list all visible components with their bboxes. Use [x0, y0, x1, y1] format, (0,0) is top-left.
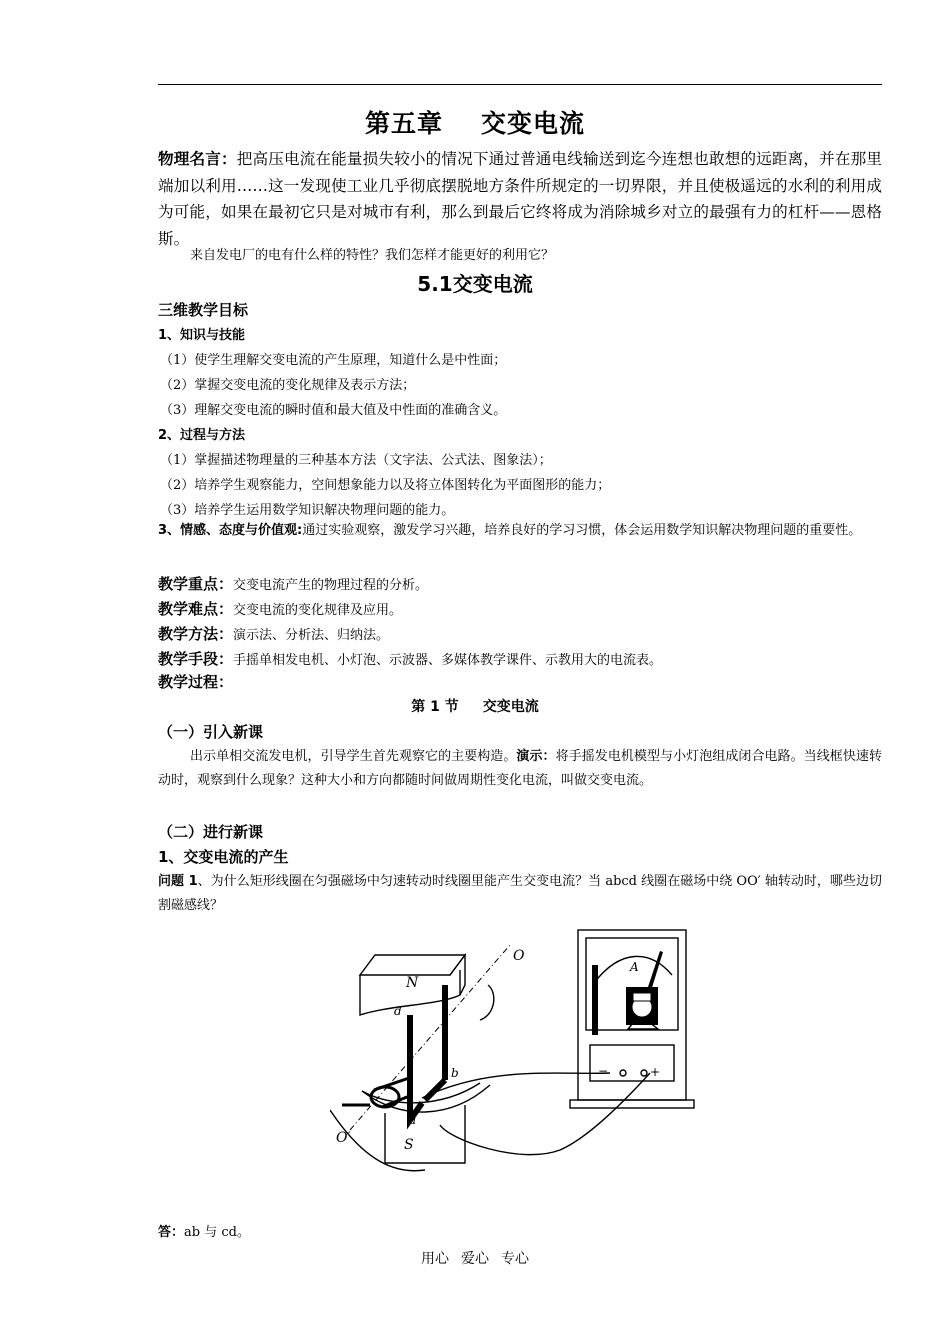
objectives-title: 三维教学目标: [158, 301, 249, 319]
s-pole-body: [385, 1105, 465, 1163]
list-item: （2）掌握交变电流的变化规律及表示方法；: [160, 378, 416, 393]
process-label: 教学过程：: [158, 673, 234, 691]
teaching-method: [158, 623, 389, 644]
footer-word: 爱心: [461, 1251, 489, 1267]
knowledge-heading: 1、知识与技能: [158, 328, 246, 343]
answer-label: 答：: [158, 1225, 185, 1240]
answer: [158, 1221, 250, 1240]
lesson-label: 第 1 节: [411, 699, 459, 715]
page-footer: [0, 1248, 950, 1268]
emotion-label: 3、情感、态度与价值观:: [158, 523, 303, 538]
chapter-title: [0, 104, 950, 140]
chapter-name: 交变电流: [481, 109, 586, 138]
label-minus: −: [598, 1064, 609, 1078]
method-text: 演示法、分析法、归纳法。: [233, 628, 390, 643]
teaching-process: [158, 671, 233, 692]
teaching-means: [158, 648, 662, 669]
part1-title: （一）引入新课: [158, 723, 264, 741]
question-label: 问题 1: [158, 874, 198, 889]
demo-label: 演示：: [516, 749, 556, 764]
wire-plus: [440, 1073, 650, 1155]
label-meter-a: A: [630, 960, 639, 974]
quote-label: 物理名言：: [158, 150, 237, 168]
intro-question: 来自发电厂的电有什么样的特性？我们怎样才能更好的利用它？: [190, 248, 555, 263]
label-o: O: [513, 948, 525, 964]
quote-text: 把高压电流在能量损失较小的情况下通过普通电线输送到迄今连想也敢想的远距离，并在那里端加以利用……这一发现使工业几乎彻底摆脱地方条件所规定的一切界限，并且使极遥远的水利的利用成为可能，如果在最初它只是对城市有利，那么到最后它终将成为消除城乡对立的最强有力的杠杆——恩格斯。: [158, 150, 882, 248]
chapter-label: 第五章: [364, 109, 443, 138]
header-rule: [158, 84, 882, 85]
list-item: （1）掌握描述物理量的三种基本方法（文字法、公式法、图象法）；: [160, 453, 552, 468]
focus-label: 教学重点：: [158, 575, 234, 593]
emotion-objective: [158, 519, 882, 543]
process-heading: 2、过程与方法: [158, 428, 246, 443]
label-plus: +: [650, 1065, 661, 1079]
emotion-text: 通过实验观察，激发学习兴趣，培养良好的学习习惯，体会运用数学知识解决物理问题的重要性。: [302, 523, 862, 538]
footer-word: 专心: [501, 1251, 529, 1267]
means-label: 教学手段：: [158, 650, 234, 668]
section-title: 5.1交变电流: [417, 272, 533, 296]
part2-subtitle: 1、交变电流的产生: [158, 848, 289, 866]
rotation-arrow: [480, 985, 494, 1020]
label-a: a: [409, 1113, 417, 1127]
list-item: （3）理解交变电流的瞬时值和最大值及中性面的准确含义。: [160, 403, 507, 418]
part2-title: （二）进行新课: [158, 823, 264, 841]
question-text: 、为什么矩形线圈在匀强磁场中匀速转动时线圈里能产生交变电流？当 abcd 线圈在磁场中绕 OO′ 轴转动时，哪些边切割磁感线？: [158, 874, 882, 913]
lesson-name: 交变电流: [482, 699, 539, 715]
means-text: 手摇单相发电机、小灯泡、示波器、多媒体教学课件、示教用大的电流表。: [233, 653, 663, 668]
label-s: S: [404, 1137, 414, 1153]
footer-word: 用心: [421, 1251, 449, 1267]
lesson-title: [0, 696, 950, 716]
part1-text-b: 将手摇发电机模型与小灯泡组成闭合电路。当线框快速转动时，观察到什么现象？这种大小和方向都随时间做周期性变化电流，叫做交变电流。: [158, 749, 882, 788]
teaching-difficulty: [158, 598, 402, 619]
list-item: （1）使学生理解交变电流的产生原理，知道什么是中性面；: [160, 353, 507, 368]
list-item: （3）培养学生运用数学知识解决物理问题的能力。: [160, 503, 455, 518]
question-1: [158, 870, 882, 918]
difficulty-text: 交变电流的变化规律及应用。: [233, 603, 403, 618]
method-label: 教学方法：: [158, 625, 234, 643]
teaching-focus: [158, 573, 428, 594]
difficulty-label: 教学难点：: [158, 600, 234, 618]
meter-movement: [592, 951, 663, 1035]
generator-figure: [330, 925, 702, 1185]
answer-text: ab 与 cd。: [184, 1225, 250, 1240]
label-d: d: [394, 1004, 402, 1018]
label-o-prime: O′: [336, 1130, 351, 1146]
label-b: b: [451, 1066, 459, 1080]
physics-quote: [158, 146, 882, 252]
part1-text: [158, 745, 882, 793]
n-pole-top: [360, 955, 465, 975]
label-n: N: [406, 975, 419, 991]
part1-text-a: 出示单相交流发电机，引导学生首先观察它的主要构造。: [190, 749, 517, 764]
focus-text: 交变电流产生的物理过程的分析。: [233, 578, 429, 593]
list-item: （2）培养学生观察能力，空间想象能力以及将立体图转化为平面图形的能力；: [160, 478, 611, 493]
